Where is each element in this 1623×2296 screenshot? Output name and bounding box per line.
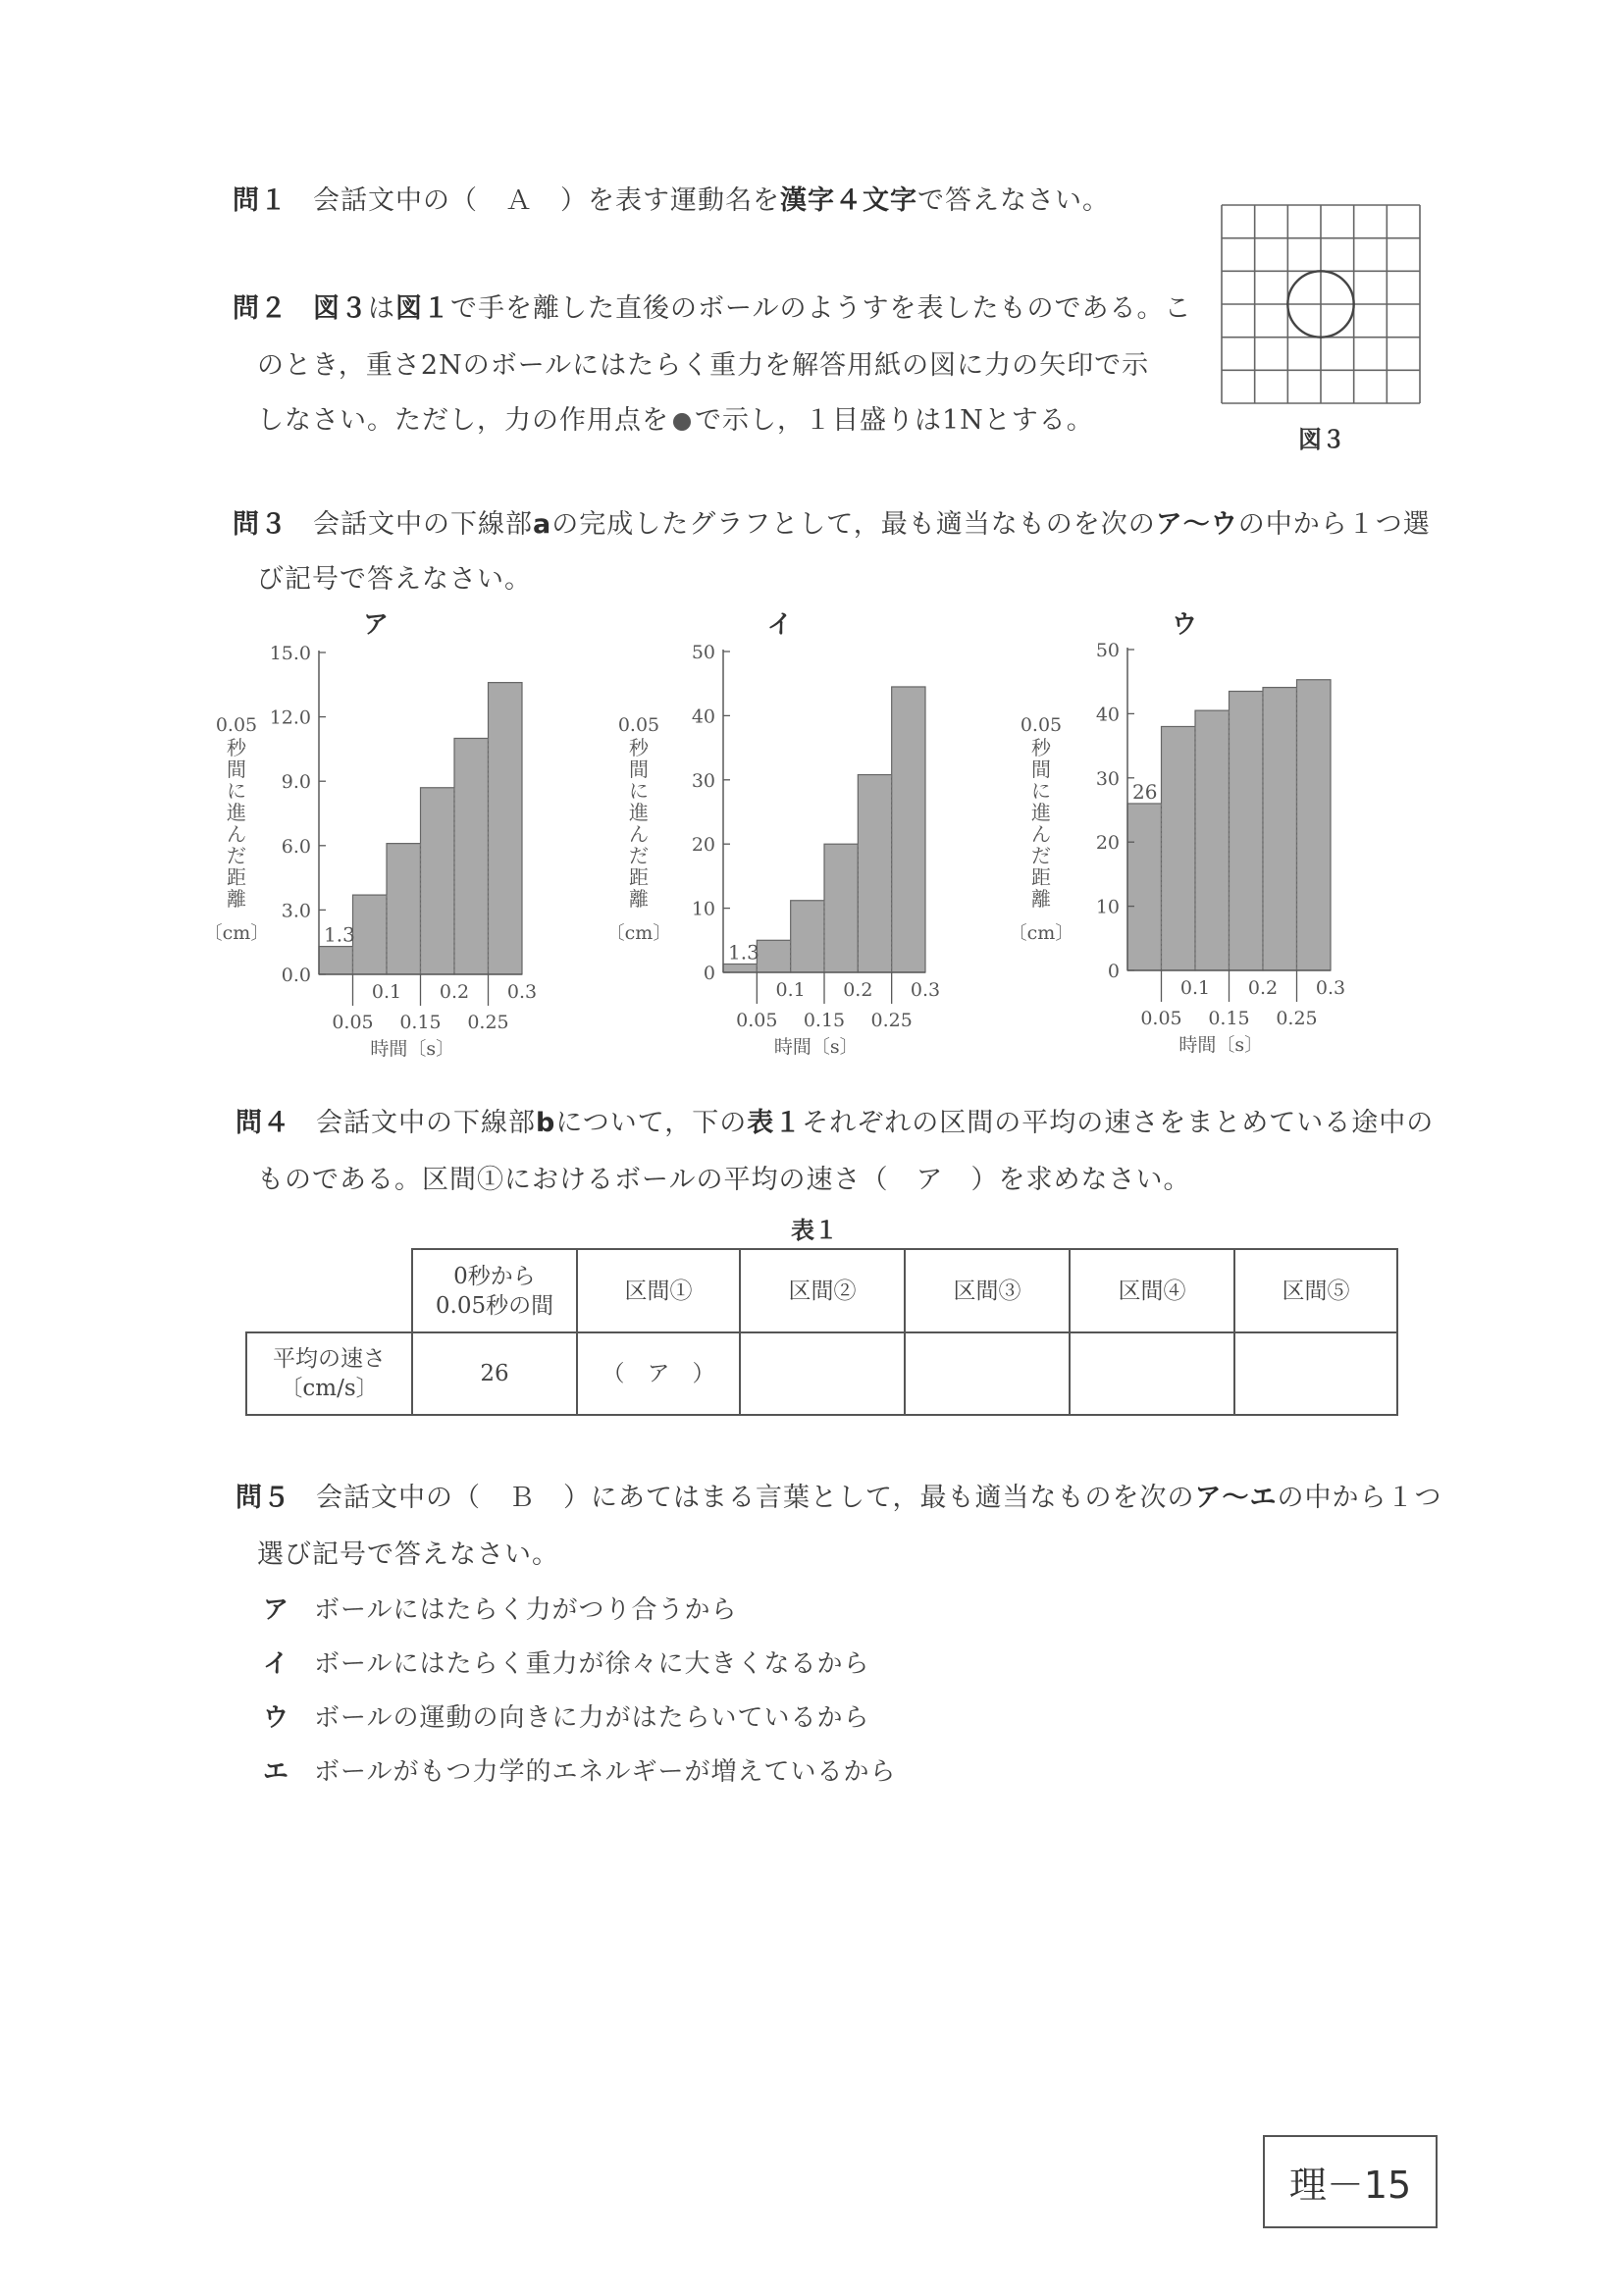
option-e — [263, 1751, 896, 1788]
x-tick-label: 0.25 — [1276, 1008, 1318, 1029]
header-line: 0秒から — [453, 1263, 536, 1289]
y-axis-unit: 〔cm〕 — [203, 922, 270, 944]
y-tick-label: 6.0 — [281, 835, 311, 858]
question-text: それぞれの区間の平均の速さをまとめている途中の — [802, 1108, 1435, 1138]
y-axis-label: だ — [1031, 844, 1051, 867]
question-number: 問４ — [236, 1108, 290, 1138]
table-header-cell: 区間④ — [1070, 1249, 1234, 1332]
question-number: 問５ — [236, 1483, 290, 1513]
table-header-cell: 区間① — [577, 1249, 740, 1332]
chart-title: ア — [362, 610, 389, 640]
y-tick-label: 40 — [691, 705, 715, 728]
y-tick-label: 10 — [1095, 896, 1120, 918]
bar — [1263, 688, 1297, 970]
data-label: 1.3 — [728, 940, 759, 965]
x-tick-label: 0.1 — [1179, 977, 1211, 999]
question-text: で手を離した直後のボールのようすを表したものである。こ — [450, 293, 1192, 324]
y-axis-label: 間 — [227, 757, 246, 781]
page-number: 理－15 — [1263, 2135, 1438, 2228]
x-tick-label: 0.1 — [775, 979, 806, 1001]
table-row — [246, 1332, 1397, 1415]
table-cell — [740, 1332, 905, 1415]
x-tick-label: 0.25 — [467, 1012, 509, 1033]
y-axis-label: ん — [629, 822, 649, 846]
underline-ref: b — [536, 1108, 556, 1138]
y-tick-label: 0.0 — [281, 965, 311, 986]
y-axis-label: 0.05 — [617, 714, 660, 736]
figure-ref: 図３ — [313, 293, 368, 324]
question-text: は — [368, 293, 395, 324]
table-ref: 表１ — [747, 1108, 803, 1138]
question-text: の中から１つ選 — [1237, 509, 1431, 540]
question-4-line-2: ものである。区間①におけるボールの平均の速さ（ ア ）を求めなさい。 — [257, 1165, 1191, 1195]
y-tick-label: 20 — [1095, 832, 1120, 855]
y-axis-label: 離 — [629, 887, 649, 911]
question-text: 会話文中の下線部 — [313, 509, 533, 540]
table-cell: （ ア ） — [577, 1332, 740, 1415]
bar — [489, 683, 523, 974]
question-number: 問１ — [233, 185, 288, 216]
bar — [387, 844, 421, 974]
chart-title: イ — [766, 610, 793, 640]
y-tick-label: 10 — [691, 898, 715, 920]
y-axis-label: 距 — [629, 865, 649, 889]
x-tick-label: 0.2 — [439, 981, 470, 1003]
option-i — [263, 1644, 869, 1680]
question-text: 会話文中の下線部 — [316, 1108, 536, 1138]
bar — [824, 844, 858, 972]
question-2-line-3 — [257, 398, 1094, 437]
bar — [892, 687, 925, 972]
question-text: の中から１つ — [1277, 1483, 1442, 1513]
bar — [757, 940, 790, 972]
x-axis-label: 時間〔s〕 — [1178, 1034, 1264, 1056]
table-cell — [1234, 1332, 1397, 1415]
y-axis-label: 進 — [629, 801, 649, 824]
x-tick-label: 0.15 — [1208, 1008, 1250, 1029]
figure-ref: 図１ — [395, 293, 450, 324]
row-label-line: 〔cm/s〕 — [280, 1376, 379, 1401]
y-axis-label: 0.05 — [215, 714, 258, 736]
table-1 — [245, 1248, 1398, 1416]
y-axis-label: 秒 — [1031, 736, 1051, 759]
option-label: エ — [263, 1757, 289, 1787]
x-tick-label: 0.15 — [399, 1012, 442, 1033]
bar — [1297, 680, 1332, 970]
bar — [421, 788, 455, 974]
x-tick-label: 0.15 — [803, 1010, 846, 1031]
y-tick-label: 30 — [691, 769, 715, 792]
y-axis-label: ん — [1031, 822, 1051, 846]
question-text: について，下の — [555, 1108, 748, 1138]
table-cell — [905, 1332, 1070, 1415]
option-label: ア — [263, 1595, 289, 1625]
figure-3-grid — [1217, 200, 1425, 408]
y-tick-label: 20 — [691, 834, 715, 857]
table-header-cell — [412, 1249, 577, 1332]
chart-i — [603, 603, 976, 1074]
bar — [454, 738, 489, 974]
y-axis-label: だ — [629, 844, 649, 867]
bar — [858, 775, 891, 972]
y-axis-label: に — [227, 779, 246, 803]
option-text: ボールの運動の向きに力がはたらいているから — [314, 1703, 870, 1733]
y-axis-label: に — [629, 779, 649, 803]
choice-range: ア〜ウ — [1155, 509, 1238, 540]
row-label-cell — [246, 1332, 412, 1415]
emphasis-text: 漢字４文字 — [780, 185, 917, 216]
question-5-line-1 — [236, 1476, 1441, 1514]
chart-u — [1006, 603, 1379, 1074]
y-tick-label: 50 — [691, 642, 715, 663]
y-axis-label: 間 — [1031, 757, 1051, 781]
question-1 — [233, 179, 1110, 217]
chart-title: ウ — [1171, 610, 1197, 640]
table-header-cell: 区間② — [740, 1249, 905, 1332]
question-4-line-1 — [236, 1101, 1434, 1139]
x-axis-label: 時間〔s〕 — [773, 1036, 859, 1058]
y-axis-label: 離 — [227, 887, 246, 911]
x-tick-label: 0.3 — [506, 981, 538, 1003]
table-corner-cell — [246, 1249, 412, 1332]
y-tick-label: 30 — [1095, 767, 1120, 790]
y-axis-label: 進 — [227, 801, 246, 824]
option-label: ウ — [263, 1703, 289, 1733]
x-tick-label: 0.3 — [910, 979, 941, 1001]
figure-3-caption: 図３ — [1298, 426, 1345, 453]
x-tick-label: 0.3 — [1315, 977, 1346, 999]
y-axis-label: に — [1031, 779, 1051, 803]
x-tick-label: 0.25 — [870, 1010, 913, 1031]
question-3-line-2: び記号で答えなさい。 — [257, 564, 532, 595]
question-3-line-1 — [233, 502, 1431, 541]
option-text: ボールがもつ力学的エネルギーが増えているから — [314, 1757, 897, 1787]
question-text: 会話文中の（ Ａ ）を表す運動名を — [313, 185, 780, 216]
header-line: 0.05秒の間 — [435, 1292, 554, 1319]
y-axis-label: 距 — [227, 865, 246, 889]
bar — [1230, 692, 1264, 970]
bar — [1162, 726, 1196, 970]
table-cell: 26 — [412, 1332, 577, 1415]
question-text: で示し，１目盛りは1Nとする。 — [695, 405, 1094, 436]
data-label: 26 — [1132, 779, 1158, 804]
y-tick-label: 12.0 — [269, 706, 311, 729]
question-number: 問２ — [233, 293, 288, 324]
underline-ref: a — [533, 509, 552, 540]
bar — [723, 964, 757, 972]
data-label: 1.3 — [324, 922, 355, 947]
x-tick-label: 0.2 — [843, 979, 873, 1001]
choice-range: ア〜エ — [1194, 1483, 1278, 1513]
y-axis-label: 秒 — [629, 736, 649, 759]
question-number: 問３ — [233, 509, 288, 540]
question-2-line-1 — [233, 287, 1191, 325]
y-tick-label: 15.0 — [269, 643, 311, 664]
question-text: で答えなさい。 — [917, 185, 1110, 216]
x-tick-label: 0.2 — [1247, 977, 1279, 999]
x-tick-label: 0.05 — [1140, 1008, 1182, 1029]
table-1-caption: 表１ — [791, 1217, 838, 1244]
y-tick-label: 9.0 — [281, 771, 311, 794]
option-text: ボールにはたらく力がつり合うから — [314, 1595, 738, 1625]
question-text: しなさい。ただし，力の作用点を — [257, 405, 669, 436]
y-axis-label: 距 — [1031, 865, 1051, 889]
y-axis-label: 進 — [1031, 801, 1051, 824]
y-axis-unit: 〔cm〕 — [1008, 922, 1074, 944]
y-tick-label: 50 — [1095, 640, 1120, 661]
table-header-cell: 区間⑤ — [1234, 1249, 1397, 1332]
y-axis-label: 0.05 — [1020, 714, 1063, 736]
bar — [353, 895, 388, 974]
y-tick-label: 3.0 — [281, 900, 311, 922]
y-axis-label: 秒 — [227, 736, 246, 759]
table-cell — [1070, 1332, 1234, 1415]
option-text: ボールにはたらく重力が徐々に大きくなるから — [314, 1649, 870, 1679]
filled-dot-icon — [673, 413, 691, 431]
bar — [791, 901, 824, 972]
option-a — [263, 1590, 737, 1626]
question-5-line-2: 選び記号で答えなさい。 — [257, 1539, 559, 1570]
y-axis-label: 離 — [1031, 887, 1051, 911]
chart-a — [201, 603, 574, 1074]
y-axis-label: 間 — [629, 757, 649, 781]
row-label-line: 平均の速さ — [273, 1346, 386, 1372]
y-axis-unit: 〔cm〕 — [605, 922, 672, 944]
bar — [1195, 710, 1230, 970]
option-u — [263, 1697, 869, 1734]
y-tick-label: 0 — [703, 963, 715, 984]
y-axis-label: だ — [227, 844, 246, 867]
y-axis-label: ん — [227, 822, 246, 846]
y-tick-label: 0 — [1107, 961, 1120, 982]
option-label: イ — [263, 1649, 289, 1679]
x-tick-label: 0.1 — [371, 981, 402, 1003]
question-text: 会話文中の（ Ｂ ）にあてはまる言葉として，最も適当なものを次の — [316, 1483, 1195, 1513]
table-header-cell: 区間③ — [905, 1249, 1070, 1332]
x-tick-label: 0.05 — [736, 1010, 778, 1031]
question-text: の完成したグラフとして，最も適当なものを次の — [551, 509, 1156, 540]
y-tick-label: 40 — [1095, 704, 1120, 726]
x-tick-label: 0.05 — [332, 1012, 374, 1033]
bar — [319, 947, 353, 974]
table-header-row — [246, 1249, 1397, 1332]
bar — [1127, 804, 1162, 970]
x-axis-label: 時間〔s〕 — [370, 1038, 455, 1060]
question-2-line-2: のとき，重さ2Nのボールにはたらく重力を解答用紙の図に力の矢印で示 — [257, 350, 1150, 381]
